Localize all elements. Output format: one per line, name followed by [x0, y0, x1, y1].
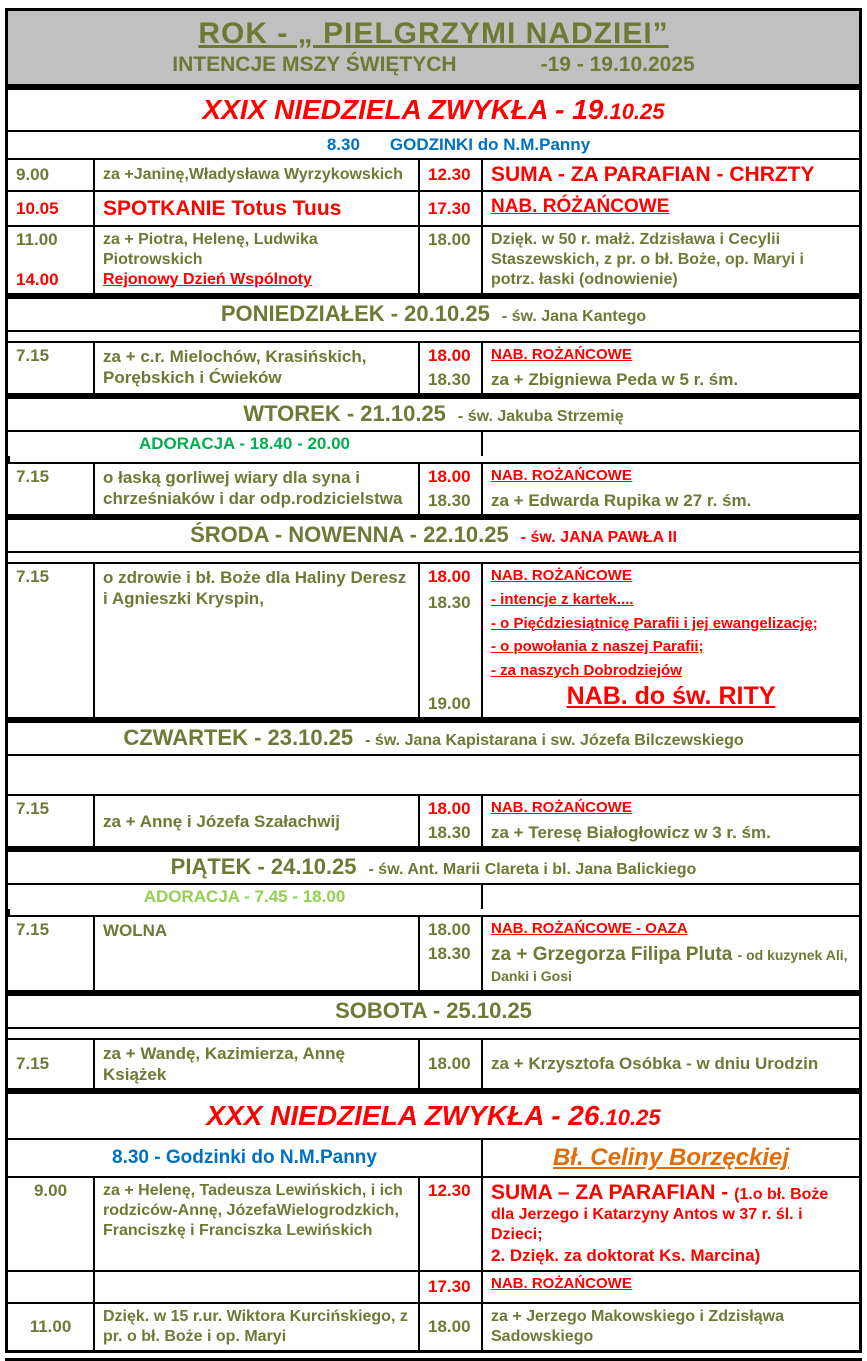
mass-time-stack: 18.00 18.30 [418, 464, 481, 514]
mass-row [8, 158, 859, 190]
rosary-label: NAB. ROŻAŃCOWE [491, 467, 632, 485]
godzinki-row [8, 130, 859, 158]
mass-time: 12.30 [418, 160, 481, 190]
mass-time: 11.00 [29, 1316, 72, 1336]
section-saturday [5, 993, 862, 1092]
mass-time: 9.00 [16, 165, 50, 185]
spacer-row [8, 754, 859, 794]
mass-intention-stack: za + Piotra, Helenę, Ludwika Piotrowskich Rejonowy Dzień Wspólnoty [93, 227, 418, 293]
day-header [8, 852, 859, 883]
mass-time-stack: 18.00 18.30 [418, 917, 481, 990]
saint-of-day: - św. Jana Kapistarana i sw. Józefa Bilczewskiego [365, 732, 744, 750]
rosary-oaza-label: NAB. ROŻAŃCOWE - OAZA [491, 920, 688, 938]
sunday-xxx-date: 26 [568, 1100, 600, 1132]
mass-row [8, 341, 859, 393]
section-sunday-xxix [5, 87, 862, 296]
rosary-label: NAB. ROŻAŃCOWE [491, 346, 632, 364]
mass-time: 12.30 [418, 1178, 481, 1269]
rosary-bullet: - intencje z kartek.... [491, 590, 634, 608]
adoration-row [8, 883, 859, 915]
mass-time: 9.00 [33, 1181, 68, 1201]
day-header-row [8, 996, 859, 1027]
godzinki-time: 8.30 [326, 135, 360, 154]
mass-time: 18.00 [418, 1040, 481, 1089]
mass-time: 10.05 [16, 198, 59, 218]
godzinki-feast-row [8, 1138, 859, 1176]
day-header-row [8, 723, 859, 754]
day-title: PIĄTEK - 24.10.25 [170, 854, 357, 880]
mass-intention: Dzięk. w 15 r.ur. Wiktora Kurcińskiego, z pr. o bł. Boże i op. Maryi [93, 1304, 418, 1350]
rosary-label: NAB. ROŻAŃCOWE [491, 799, 632, 817]
day-header-row [8, 399, 859, 430]
mass-time-stack: 18.00 18.30 19.00 [418, 564, 481, 717]
mass-time: 7.15 [16, 346, 50, 366]
day-title: ŚRODA - NOWENNA - 22.10.25 [190, 522, 509, 548]
mass-row [8, 1302, 859, 1350]
mass-intention: WOLNA [93, 917, 418, 990]
sunday-xxix-title-row [8, 90, 859, 130]
mass-intention: za + Jerzego Makowskiego i Zdzisłąwa Sadowskiego [481, 1304, 859, 1350]
saint-of-day: - św. Jana Kantego [501, 308, 647, 326]
mass-intention: za + Krzysztofa Osóbka - w dniu Urodzin [481, 1040, 859, 1089]
adoration-label: ADORACJA - 7.45 - 18.00 [143, 887, 346, 907]
mass-row [8, 794, 859, 846]
mass-row [8, 915, 859, 990]
rosary-bullet: - o powołania z naszej Parafii; [491, 638, 704, 656]
mass-intention: za + Helenę, Tadeusza Lewińskich, i ich rodziców-Annę, JózefaWielogrodzkich, Franciszkę i Franciszka Lewińskich [93, 1178, 418, 1269]
mass-time: 18.00 [418, 227, 481, 293]
section-tuesday [5, 396, 862, 517]
day-title: PONIEDZIAŁEK - 20.10.25 [220, 301, 490, 327]
mass-intention: za + Annę i Józefa Szałachwij [93, 796, 418, 846]
subtitle-dash: - [540, 53, 548, 76]
mass-intentions-subtitle [8, 53, 859, 77]
subtitle-date-range: 19 - 19.10.2025 [547, 53, 695, 76]
mass-intention: za + c.r. Mielochów, Krasińskich, Porębskich i Ćwieków [93, 343, 418, 393]
section-wednesday [5, 517, 862, 720]
community-day-label: Rejonowy Dzień Wspólnoty [103, 271, 312, 289]
sunday-xxix-date: 19 [572, 94, 604, 125]
day-header-row [8, 520, 859, 551]
st-rita-devotion-label: NAB. do św. RITY [566, 681, 776, 710]
saint-of-day: - św. JANA PAWŁA II [520, 529, 677, 547]
mass-time: 7.15 [16, 467, 50, 487]
document-header [5, 8, 862, 87]
page-bottom-rule [5, 1358, 862, 1361]
meeting-label: SPOTKANIE Totus Tuus [93, 192, 418, 225]
day-title: CZWARTEK - 23.10.25 [123, 725, 354, 751]
mass-intention-stack: NAB. ROŻAŃCOWE za + Zbigniewa Peda w 5 r. śm. [481, 343, 859, 393]
spacer-row [8, 1027, 859, 1038]
adoration-row [8, 430, 859, 462]
day-header-row [8, 852, 859, 883]
godzinki-entry: 8.30 - Godzinki do N.M.Panny [112, 1147, 377, 1169]
mass-time: 18.00 [418, 1304, 481, 1350]
sunday-xxx-title-row [8, 1094, 859, 1138]
rosary-label: NAB. RÓŻAŃCOWE [481, 192, 859, 225]
year-motto-title: ROK - „ PIELGRZYMI NADZIEI” [198, 17, 669, 50]
mass-row [8, 462, 859, 514]
godzinki-label: GODZINKI do N.M.Panny [389, 135, 591, 154]
mass-intention: Dzięk. w 50 r. małż. Zdzisława i Cecylii Staszewskich, z pr. o bł. Boże, op. Maryi i potrz. łaski (odnowienie) [481, 227, 859, 293]
day-header [8, 299, 859, 330]
mass-intention: o łaską gorliwej wiary dla syna i chrześniaków i dar odp.rodzicielstwa [93, 464, 418, 514]
day-header [8, 520, 859, 551]
spacer-row [8, 330, 859, 341]
mass-intention: za +Janinę,Władysława Wyrzykowskich [93, 160, 418, 190]
mass-time: 7.15 [16, 567, 50, 587]
mass-time: 7.15 [16, 799, 50, 819]
mass-time-stack: 11.00 14.00 [16, 230, 59, 290]
section-thursday [5, 720, 862, 849]
day-header [8, 996, 859, 1027]
mass-intention: SUMA - ZA PARAFIAN - CHRZTY [481, 160, 859, 190]
day-header [8, 399, 859, 430]
godzinki-entry [8, 132, 859, 158]
bulletin-page [5, 8, 862, 1361]
mass-intention-stack: NAB. ROŻAŃCOWE za + Teresę Białogłowicz w 3 r. śm. [481, 796, 859, 846]
sunday-xxix-title: XXIX NIEDZIELA ZWYKŁA - 19.10.25 [202, 94, 665, 125]
rosary-label: NAB. ROŻAŃCOWE [481, 1272, 859, 1302]
day-title: WTOREK - 21.10.25 [243, 401, 446, 427]
sunday-xxx-title: XXX NIEDZIELA ZWYKŁA - 26.10.25 [206, 1100, 661, 1132]
mass-time: 17.30 [418, 1272, 481, 1302]
rosary-row [8, 1270, 859, 1302]
rosary-intentions [481, 564, 859, 717]
rosary-bullet: - za naszych Dobrodziejów [491, 662, 682, 680]
mass-time: 17.30 [418, 192, 481, 225]
day-header [8, 723, 859, 754]
section-monday [5, 296, 862, 396]
adoration-label: ADORACJA - 18.40 - 20.00 [138, 434, 350, 454]
mass-intention: o zdrowie i bł. Boże dla Haliny Deresz i Agnieszki Kryspin, [93, 564, 418, 717]
section-friday [5, 849, 862, 993]
mass-time-stack: 18.00 18.30 [418, 343, 481, 393]
spacer-row [8, 551, 859, 562]
mass-intention-stack: NAB. ROŻAŃCOWE za + Edwarda Rupika w 27 r. śm. [481, 464, 859, 514]
feast-of-day: Bł. Celiny Borzęckiej [481, 1140, 859, 1176]
mass-row [8, 1176, 859, 1269]
saint-of-day: - św. Ant. Marii Clareta i bl. Jana Balickiego [368, 861, 697, 879]
mass-time: 7.15 [16, 1053, 50, 1073]
mass-row [8, 190, 859, 225]
mass-row [8, 225, 859, 293]
section-sunday-xxx [5, 1091, 862, 1352]
mass-row [8, 1038, 859, 1089]
saint-of-day: - św. Jakuba Strzemię [457, 408, 624, 426]
rosary-bullet: - o Pięćdziesiątnicę Parafii i jej ewangelizację; [491, 614, 818, 632]
day-header-row [8, 299, 859, 330]
subtitle-text: INTENCJE MSZY ŚWIĘTYCH [172, 53, 457, 76]
mass-time-stack: 18.00 18.30 [418, 796, 481, 846]
rosary-label: NAB. ROŻAŃCOWE [491, 567, 632, 585]
mass-intention-stack: NAB. ROŻAŃCOWE - OAZA za + Grzegorza Filipa Pluta - od kuzynek Ali, Danki i Gosi [481, 917, 859, 990]
mass-time: 7.15 [16, 920, 50, 940]
suma-intention: SUMA – ZA PARAFIAN - (1.o bł. Boże dla Jerzego i Katarzyny Antos w 37 r. śl. i Dzieci; 2. Dzięk. za doktorat Ks. Marcina) [481, 1178, 859, 1269]
day-title: SOBOTA - 25.10.25 [335, 997, 532, 1023]
mass-row [8, 562, 859, 717]
mass-intention: za + Wandę, Kazimierza, Annę Książek [93, 1040, 418, 1089]
